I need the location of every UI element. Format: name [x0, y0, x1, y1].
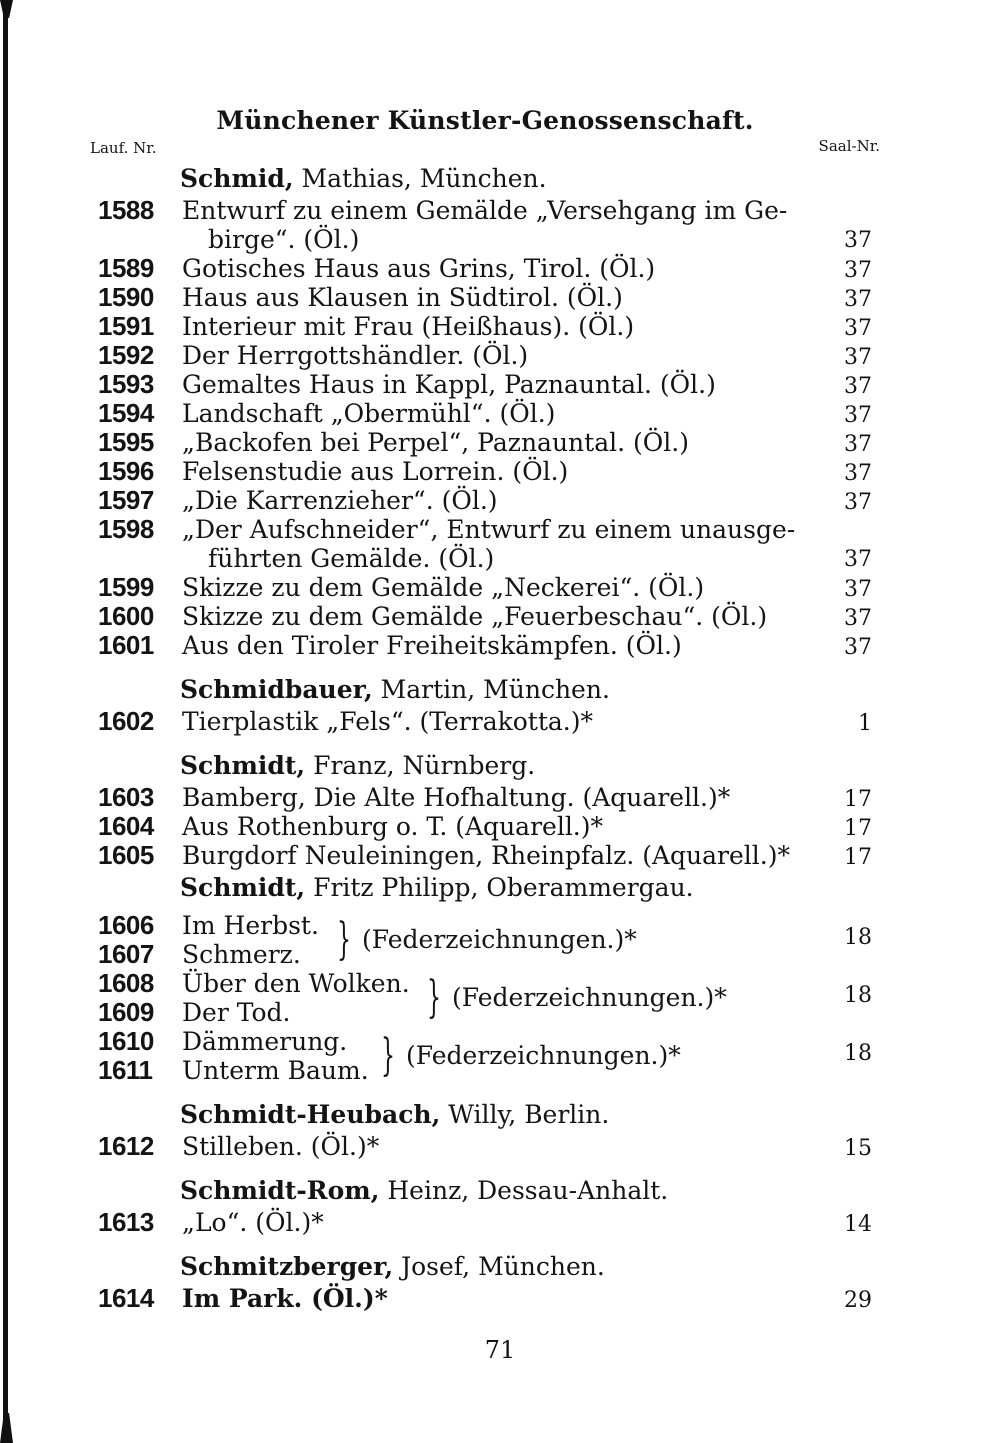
entry-title: Gemaltes Haus in Kappl, Paznauntal. (Öl.) — [182, 370, 716, 399]
room-number: 37 — [844, 287, 872, 312]
room-number: 37 — [844, 490, 872, 515]
entry-title: „Backofen bei Perpel“, Paznauntal. (Öl.) — [182, 428, 689, 457]
entry-title: Bamberg, Die Alte Hofhaltung. (Aquarell.)* — [182, 783, 731, 812]
entry-number: 1603 — [98, 782, 154, 812]
entry-title: Skizze zu dem Gemälde „Neckerei“. (Öl.) — [182, 573, 705, 602]
catalog-entry — [90, 486, 880, 515]
artist-surname: Schmid, — [180, 164, 294, 193]
catalog-entry — [90, 283, 880, 312]
saal-nr-label: Saal-Nr. — [818, 137, 880, 155]
artist-heading — [180, 672, 880, 707]
room-number: 17 — [844, 845, 872, 870]
entry-number: 1598 — [98, 514, 154, 544]
entry-number: 1593 — [98, 369, 154, 399]
entry-number: 1589 — [98, 253, 154, 283]
artist-surname: Schmidt, — [180, 751, 306, 780]
room-number: 29 — [844, 1288, 872, 1313]
group-note: (Federzeichnungen.)* — [362, 925, 637, 954]
room-number: 17 — [844, 816, 872, 841]
room-number: 14 — [844, 1212, 872, 1237]
catalog-entry — [90, 783, 880, 812]
catalog-entry — [90, 602, 880, 631]
entry-number: 1597 — [98, 485, 154, 515]
catalog-entry — [90, 707, 880, 736]
catalog-entry — [90, 254, 880, 283]
catalog-entry — [90, 312, 880, 341]
entry-number: 1608 — [98, 968, 154, 998]
room-number: 37 — [844, 577, 872, 602]
artist-details: Heinz, Dessau-Anhalt. — [387, 1176, 669, 1205]
entry-title: Schmerz. — [182, 940, 301, 969]
entry-number: 1610 — [98, 1026, 154, 1056]
entry-number: 1601 — [98, 630, 154, 660]
room-number: 18 — [844, 1041, 872, 1066]
catalog-entry — [90, 457, 880, 486]
entry-title: Der Tod. — [182, 998, 291, 1027]
group-note: (Federzeichnungen.)* — [406, 1041, 681, 1070]
catalog-entry — [90, 370, 880, 399]
artist-details: Fritz Philipp, Oberammergau. — [313, 873, 694, 902]
entry-number: 1594 — [98, 398, 154, 428]
room-number: 37 — [844, 374, 872, 399]
entry-number: 1609 — [98, 997, 154, 1027]
entry-title: „Die Karrenzieher“. (Öl.) — [182, 486, 498, 515]
catalog-entry — [90, 1284, 880, 1313]
entry-title: Stilleben. (Öl.)* — [182, 1132, 380, 1161]
entry-title: Dämmerung. — [182, 1027, 348, 1056]
spine-bottom-cap — [0, 1413, 13, 1443]
brace-symbol: } — [381, 1030, 395, 1081]
artist-surname: Schmidt-Heubach, — [180, 1100, 441, 1129]
entry-title: Gotisches Haus aus Grins, Tirol. (Öl.) — [182, 254, 656, 283]
entry-number: 1614 — [98, 1283, 154, 1313]
entry-title: Felsenstudie aus Lorrein. (Öl.) — [182, 457, 569, 486]
entry-number: 1592 — [98, 340, 154, 370]
entry-title: Landschaft „Obermühl“. (Öl.) — [182, 399, 556, 428]
catalog-entry — [90, 631, 880, 660]
column-headers — [90, 135, 880, 161]
catalog-page — [90, 106, 880, 1313]
entry-number: 1602 — [98, 706, 154, 736]
entry-title: „Der Aufschneider“, Entwurf zu einem unausge- — [182, 515, 796, 544]
artist-surname: Schmidbauer, — [180, 675, 373, 704]
artist-details: Willy, Berlin. — [448, 1100, 610, 1129]
artist-heading — [180, 161, 880, 196]
room-number: 37 — [844, 316, 872, 341]
entry-number: 1599 — [98, 572, 154, 602]
entry-title: Aus Rothenburg o. T. (Aquarell.)* — [182, 812, 604, 841]
entry-title: Der Herrgottshändler. (Öl.) — [182, 341, 529, 370]
entry-number: 1613 — [98, 1207, 154, 1237]
entry-title: Tierplastik „Fels“. (Terrakotta.)* — [182, 707, 593, 736]
entry-title-continued: birge“. (Öl.) — [208, 225, 360, 254]
entry-number: 1605 — [98, 840, 154, 870]
group-note: (Federzeichnungen.)* — [452, 983, 727, 1012]
page-title: Münchener Künstler-Genossenschaft. — [216, 106, 754, 135]
catalog-entry — [90, 399, 880, 428]
catalog-entry — [90, 196, 880, 254]
spine-bar — [3, 0, 8, 1443]
entry-title: Aus den Tiroler Freiheitskämpfen. (Öl.) — [182, 631, 682, 660]
artist-heading — [180, 870, 880, 905]
entry-number: 1607 — [98, 939, 154, 969]
entry-title-continued: führten Gemälde. (Öl.) — [208, 544, 495, 573]
artist-surname: Schmidt, — [180, 873, 306, 902]
artist-details: Martin, München. — [380, 675, 610, 704]
catalog-entry — [90, 1132, 880, 1161]
entry-number: 1590 — [98, 282, 154, 312]
entry-title: Unterm Baum. — [182, 1056, 369, 1085]
catalog-entry — [90, 573, 880, 602]
catalog-entry — [90, 812, 880, 841]
artist-surname: Schmitzberger, — [180, 1252, 394, 1281]
room-number: 1 — [858, 711, 872, 736]
entry-number: 1611 — [98, 1055, 153, 1085]
entry-number: 1606 — [98, 910, 154, 940]
room-number: 17 — [844, 787, 872, 812]
entry-title: Haus aus Klausen in Südtirol. (Öl.) — [182, 283, 623, 312]
artist-heading — [180, 748, 880, 783]
room-number: 18 — [844, 983, 872, 1008]
grouped-entries — [90, 911, 880, 969]
entry-title: Über den Wolken. — [182, 969, 410, 998]
artist-heading — [180, 1097, 880, 1132]
room-number: 37 — [844, 461, 872, 486]
entry-title: Im Herbst. — [182, 911, 319, 940]
entry-title: Skizze zu dem Gemälde „Feuerbeschau“. (Öl.) — [182, 602, 768, 631]
catalog-entry — [90, 428, 880, 457]
room-number: 37 — [844, 403, 872, 428]
catalog-entry — [90, 515, 880, 573]
entry-title: „Lo“. (Öl.)* — [182, 1208, 324, 1237]
room-number: 37 — [844, 432, 872, 457]
entry-number: 1612 — [98, 1131, 154, 1161]
entry-title: Burgdorf Neuleiningen, Rheinpfalz. (Aquarell.)* — [182, 841, 790, 870]
room-number: 15 — [844, 1136, 872, 1161]
entry-number: 1600 — [98, 601, 154, 631]
grouped-entries — [90, 969, 880, 1027]
room-number: 18 — [844, 925, 872, 950]
page-number: 71 — [484, 1336, 516, 1364]
room-number: 37 — [844, 345, 872, 370]
artist-heading — [180, 1173, 880, 1208]
room-number: 37 — [844, 635, 872, 660]
room-number: 37 — [844, 547, 872, 572]
entry-title: Im Park. (Öl.)* — [182, 1284, 388, 1313]
artist-details: Josef, München. — [401, 1252, 605, 1281]
entry-number: 1604 — [98, 811, 154, 841]
artist-heading — [180, 1249, 880, 1284]
entry-number: 1595 — [98, 427, 154, 457]
entry-number: 1591 — [98, 311, 154, 341]
room-number: 37 — [844, 228, 872, 253]
room-number: 37 — [844, 606, 872, 631]
artist-details: Mathias, München. — [301, 164, 547, 193]
grouped-entries — [90, 1027, 880, 1085]
catalog-entry — [90, 841, 880, 870]
entry-number: 1596 — [98, 456, 154, 486]
entry-title: Entwurf zu einem Gemälde „Versehgang im Ge- — [182, 196, 788, 225]
catalog-entry — [90, 1208, 880, 1237]
room-number: 37 — [844, 258, 872, 283]
entry-title: Interieur mit Frau (Heißhaus). (Öl.) — [182, 312, 635, 341]
catalog-entry — [90, 341, 880, 370]
artist-details: Franz, Nürnberg. — [313, 751, 536, 780]
brace-symbol: } — [337, 914, 351, 965]
entry-number: 1588 — [98, 195, 154, 225]
brace-symbol: } — [427, 972, 441, 1023]
artist-surname: Schmidt-Rom, — [180, 1176, 380, 1205]
book-spine-edge — [0, 0, 13, 1443]
lauf-nr-label: Lauf. Nr. — [90, 139, 157, 157]
